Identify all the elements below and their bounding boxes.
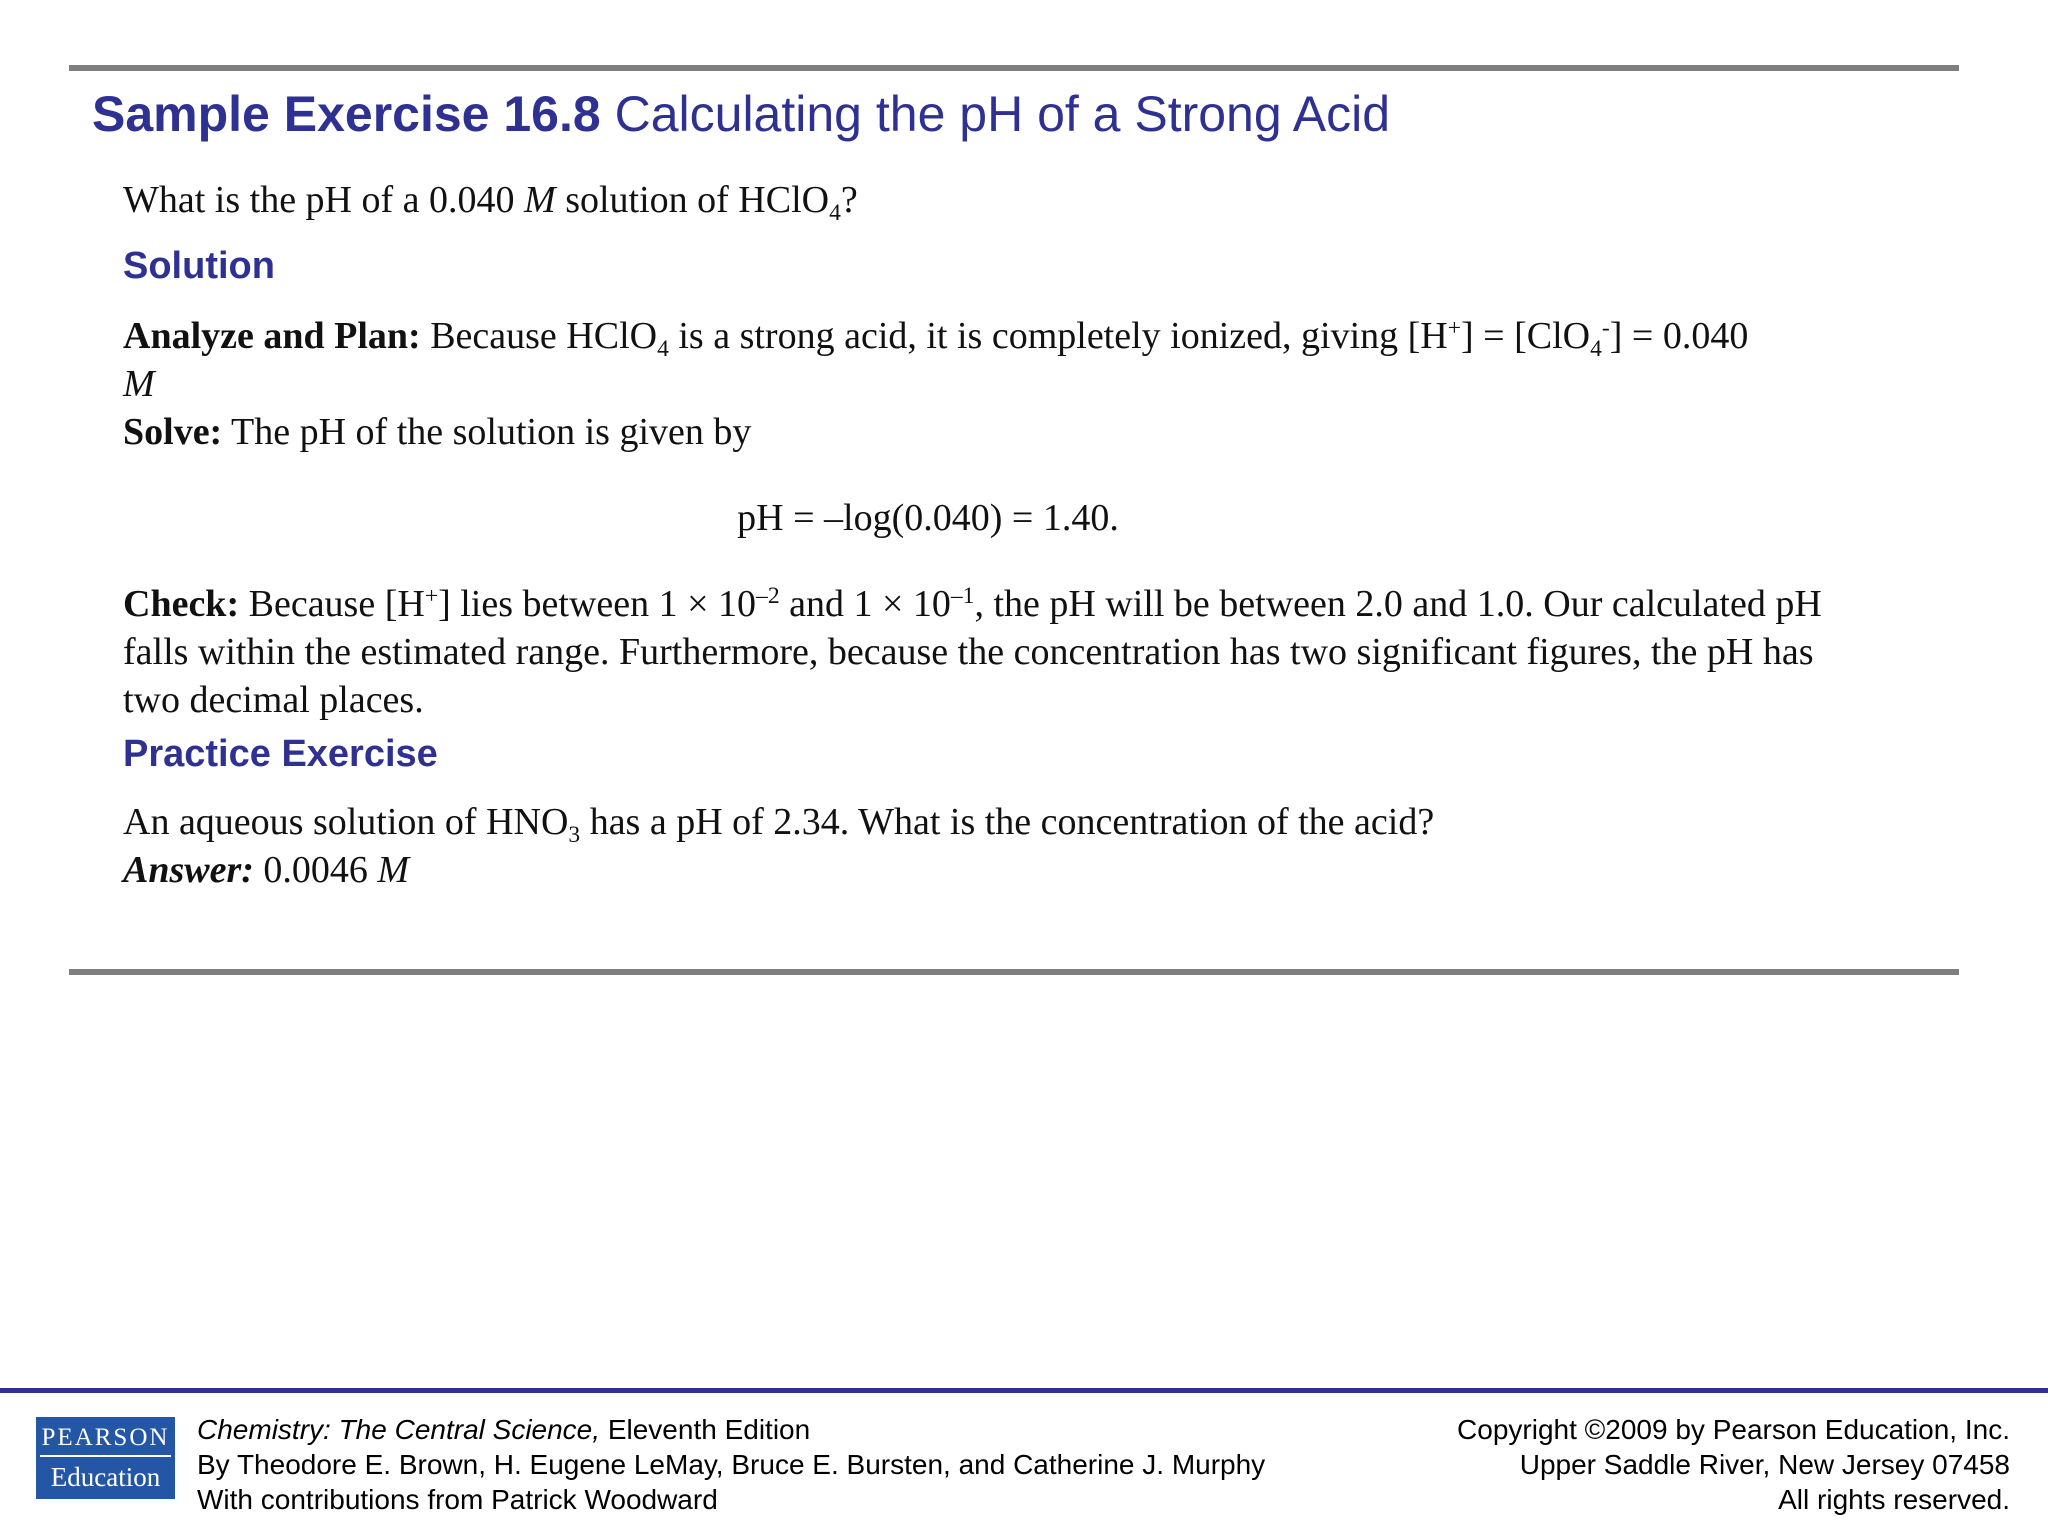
citation-authors: By Theodore E. Brown, H. Eugene LeMay, Bruce E. Bursten, and Catherine J. Murphy	[197, 1449, 1266, 1480]
answer-label: Answer:	[123, 849, 254, 891]
exercise-label: Sample Exercise 16.8	[92, 86, 601, 142]
pearson-logo	[36, 1417, 175, 1499]
analyze-plan-paragraph: Analyze and Plan: Because HClO$_4$ is a strong acid, it is completely ionized, giving [H+] = [ClO$_4$-] = 0.040 M	[123, 315, 1749, 405]
analyze-plan-label: Analyze and Plan:	[123, 315, 421, 357]
check-label: Check:	[123, 583, 240, 625]
book-title: Chemistry: The Central Science,	[197, 1414, 601, 1445]
question-text: What is the pH of a 0.040 M solution of HClO$_4$?	[123, 179, 858, 227]
solve-paragraph: Solve: The pH of the solution is given by	[123, 411, 752, 453]
solve-label: Solve:	[123, 411, 223, 453]
book-citation	[197, 1412, 1265, 1517]
top-divider	[69, 65, 1959, 71]
logo-pearson-text: PEARSON	[40, 1417, 171, 1457]
practice-heading: Practice Exercise	[123, 733, 438, 775]
address-line: Upper Saddle River, New Jersey 07458	[1519, 1449, 2010, 1480]
practice-question: An aqueous solution of $HNO_3$ has a pH of 2.34. What is the concentration of the acid?	[123, 801, 1435, 849]
ph-equation: pH = –log(0.040) = 1.40.	[737, 497, 1119, 539]
logo-education-text: Education	[50, 1462, 161, 1492]
book-edition: Eleventh Edition	[600, 1414, 811, 1445]
solution-heading: Solution	[123, 245, 275, 287]
bottom-divider	[69, 969, 1959, 975]
check-paragraph: Check: Because [H+] lies between $1 \times 10^{-2}$ and $1 \times 10^{-1}$, the pH will be between 2.0 and 1.0. Our calculated pH falls within the estimated range. Furthermore, because the concentration has two significant figures, the pH has two decimal places.	[123, 583, 1822, 721]
molarity-unit: M	[524, 179, 556, 221]
rights-line: All rights reserved.	[1778, 1484, 2010, 1515]
page-title	[92, 82, 1390, 146]
copyright-notice	[1457, 1412, 2010, 1517]
citation-title-line	[197, 1412, 1265, 1447]
exercise-title: Calculating the pH of a Strong Acid	[614, 86, 1391, 142]
footer-divider	[0, 1388, 2048, 1393]
copyright-line: Copyright ©2009 by Pearson Education, Inc.	[1457, 1414, 2010, 1445]
practice-answer: Answer: 0.0046 M	[123, 849, 410, 891]
citation-contributions: With contributions from Patrick Woodward	[197, 1484, 718, 1515]
exercise-body	[123, 176, 1853, 894]
